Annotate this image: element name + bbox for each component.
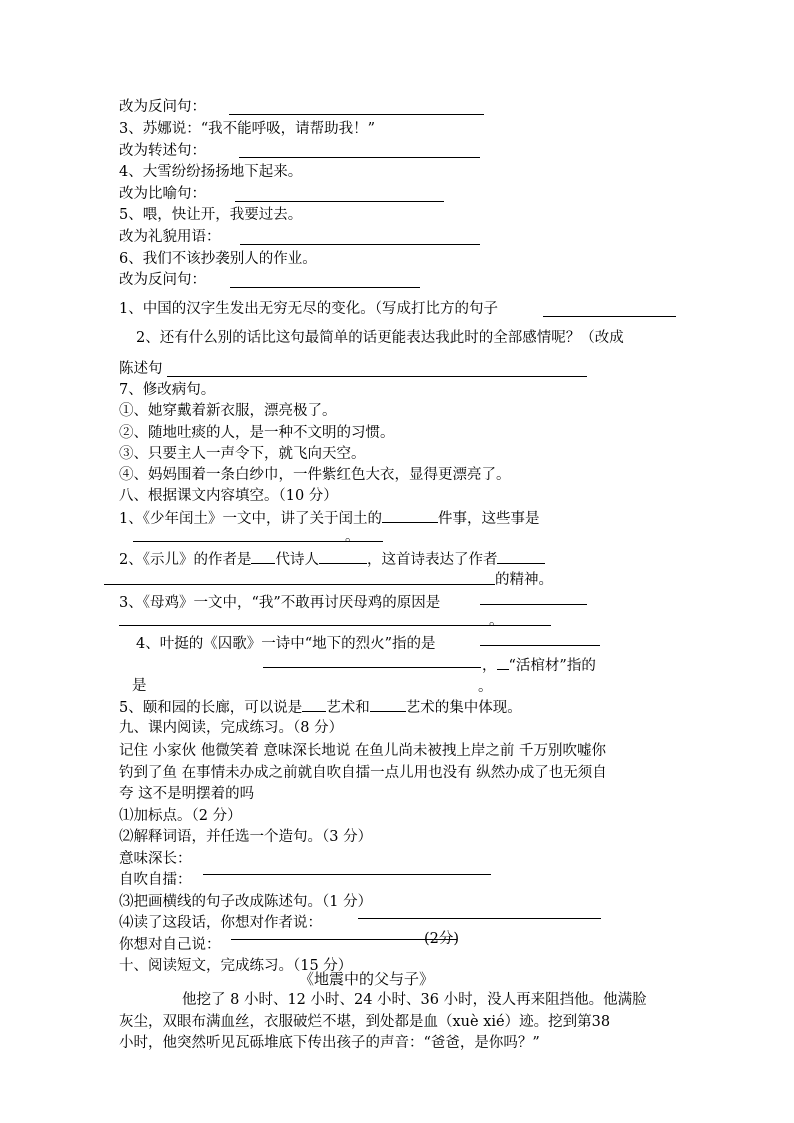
text: 1、《少年闰土》一文中，讲了关于闰土的: [119, 511, 382, 527]
question-3: [119, 119, 375, 139]
answer-line[interactable]: [104, 584, 495, 585]
text: 小时，他突然听见瓦砾堆底下传出孩子的声音：“爸爸，是你吗？”: [119, 1035, 540, 1051]
answer-line[interactable]: [240, 244, 480, 245]
text: ，: [482, 658, 497, 674]
fill-1-period: [345, 527, 360, 547]
text: 1、中国的汉字生发出无穷无尽的变化。（写成打比方的句子: [119, 301, 498, 317]
article-line-2: [119, 1012, 610, 1032]
question-1-analogy: [119, 299, 498, 319]
text: 件事，这些事是: [437, 511, 540, 527]
answer-line[interactable]: [167, 376, 587, 377]
sentence-2: [119, 423, 395, 443]
text: ①、她穿戴着新衣服，漂亮极了。: [119, 403, 337, 419]
question-4: [119, 162, 302, 182]
text: 你想对自己说：: [119, 937, 221, 953]
text: 改为反问句：: [119, 99, 206, 115]
text: ②、随地吐痰的人，是一种不文明的习惯。: [119, 425, 395, 441]
subquestion-2: [119, 827, 372, 847]
text: 2、还有什么别的话比这句最简单的话更能表达我此时的全部感情呢？（改成: [136, 330, 624, 346]
text: 改为转述句：: [119, 143, 206, 159]
sentence-1: [119, 401, 337, 421]
text: 7、修改病句。: [119, 382, 216, 398]
fill-4-period: [478, 677, 493, 697]
answer-line[interactable]: [543, 316, 676, 317]
statement-label: [119, 359, 163, 379]
text: 改为礼貌用语：: [119, 229, 221, 245]
fill-2: [119, 549, 545, 570]
text: 6、我们不该抄袭别人的作业。: [119, 251, 317, 267]
answer-line[interactable]: [358, 918, 601, 919]
answer-line[interactable]: [203, 874, 491, 875]
question-2-statement: [136, 328, 624, 348]
word-2-label: [119, 870, 192, 890]
text: 。: [345, 529, 360, 545]
passage-line-3: [119, 784, 254, 804]
text: (2分): [424, 931, 460, 947]
text: 自吹自擂：: [119, 872, 192, 888]
subquestion-3: [119, 892, 372, 912]
sentence-3: [119, 444, 366, 464]
text: 九、课内阅读，完成练习。（8 分）: [119, 720, 344, 736]
text: 5、颐和园的长廊，可以说是: [119, 700, 303, 716]
text: 灰尘，双眼布满血丝，衣服破烂不堪，到处都是血（xuè xié）迹。挖到第38: [119, 1014, 611, 1030]
question-7-heading: [119, 380, 215, 400]
text: 代诗人: [275, 552, 319, 568]
text: ④、妈妈围着一条白纱巾，一件紫红色大衣，显得更漂亮了。: [119, 467, 511, 483]
text: ⑴加标点。（2 分）: [119, 808, 242, 824]
article-line-3: [119, 1033, 540, 1053]
rewrite-rhetorical-label-1: [119, 97, 206, 117]
fill-1: [119, 508, 539, 529]
text: 《地震中的父与子》: [299, 970, 435, 988]
rewrite-polite-label: [119, 227, 221, 247]
text: 陈述句: [119, 361, 163, 377]
text: ⑵解释词语，并任选一个造句。（3 分）: [119, 829, 373, 845]
text: ⑶把画横线的句子改成陈述句。（1 分）: [119, 894, 373, 910]
text: 改为比喻句：: [119, 186, 206, 202]
text: 意味深长：: [119, 851, 192, 867]
article-title: [299, 969, 434, 989]
blank[interactable]: [302, 697, 326, 712]
sentence-4: [119, 465, 511, 485]
text: ③、只要主人一声令下，就飞向天空。: [119, 446, 366, 462]
section-8-heading: [119, 486, 338, 506]
answer-line[interactable]: [229, 114, 484, 115]
answer-line[interactable]: [239, 157, 480, 158]
question-5: [119, 205, 302, 225]
text: 钓到了鱼 在事情未办成之前就自吹自擂一点儿用也没有 纵然办成了也无须自: [119, 765, 607, 781]
text: 夸 这不是明摆着的吗: [119, 786, 255, 802]
text: 3、苏娜说：“我不能呼吸，请帮助我！”: [119, 121, 376, 137]
text: 艺术和: [326, 700, 370, 716]
text: 记住 小家伙 他微笑着 意味深长地说 在鱼儿尚未被拽上岸之前 千万别吹嘘你: [119, 743, 607, 759]
fill-4: [136, 634, 436, 654]
fill-2-end: [495, 570, 553, 590]
text: 改为反问句：: [119, 272, 206, 288]
subquestion-4b: [119, 935, 221, 955]
text: 他挖了 8 小时、12 小时、24 小时、36 小时，没人再来阻挡他。他满脸: [182, 992, 647, 1008]
answer-line[interactable]: [119, 625, 551, 626]
text: 3、《母鸡》一文中，“我”不敢再讨厌母鸡的原因是: [119, 595, 441, 611]
question-6: [119, 249, 317, 269]
subquestion-4: [119, 913, 322, 933]
text: 的精神。: [495, 572, 553, 588]
passage-line-2: [119, 763, 607, 783]
score-note: [424, 929, 459, 949]
fill-3: [119, 593, 440, 613]
blank[interactable]: [497, 655, 509, 670]
fill-4-mid: [482, 655, 596, 676]
text: 4、叶挺的《囚歌》一诗中“地下的烈火”指的是: [136, 636, 436, 652]
text: 十、阅读短文，完成练习。（15 分）: [119, 958, 353, 974]
answer-line[interactable]: [480, 604, 587, 605]
answer-line[interactable]: [480, 645, 600, 646]
text: ⑷读了这段话，你想对作者说：: [119, 915, 322, 931]
fill-4-end: [132, 676, 147, 696]
subquestion-1: [119, 806, 242, 826]
text: 5、喂，快让开，我要过去。: [119, 207, 303, 223]
rewrite-metaphor-label: [119, 184, 206, 204]
text: 4、大雪纷纷扬扬地下起来。: [119, 164, 303, 180]
blank[interactable]: [319, 549, 367, 564]
text: 。: [489, 613, 504, 629]
rewrite-rhetorical-label-2: [119, 270, 206, 290]
text: 2、《示儿》的作者是: [119, 552, 252, 568]
rewrite-indirect-label: [119, 141, 206, 161]
section-9-heading: [119, 718, 343, 738]
answer-line[interactable]: [263, 667, 481, 668]
article-line-1: [182, 990, 647, 1010]
passage-line-1: [119, 741, 606, 761]
blank[interactable]: [370, 697, 406, 712]
text: 八、根据课文内容填空。（10 分）: [119, 488, 338, 504]
answer-line[interactable]: [230, 287, 420, 288]
answer-line[interactable]: [235, 201, 444, 202]
text: 。: [478, 679, 493, 695]
blank[interactable]: [251, 549, 275, 564]
text: 艺术的集中体现。: [405, 700, 522, 716]
fill-5: [119, 697, 522, 718]
word-1-label: [119, 849, 192, 869]
blank[interactable]: [497, 549, 545, 564]
fill-3-period: [489, 611, 504, 631]
text: “活棺材”指的: [508, 658, 596, 674]
text: ，这首诗表达了作者: [366, 552, 498, 568]
blank[interactable]: [382, 508, 438, 523]
text: 是: [132, 678, 147, 694]
